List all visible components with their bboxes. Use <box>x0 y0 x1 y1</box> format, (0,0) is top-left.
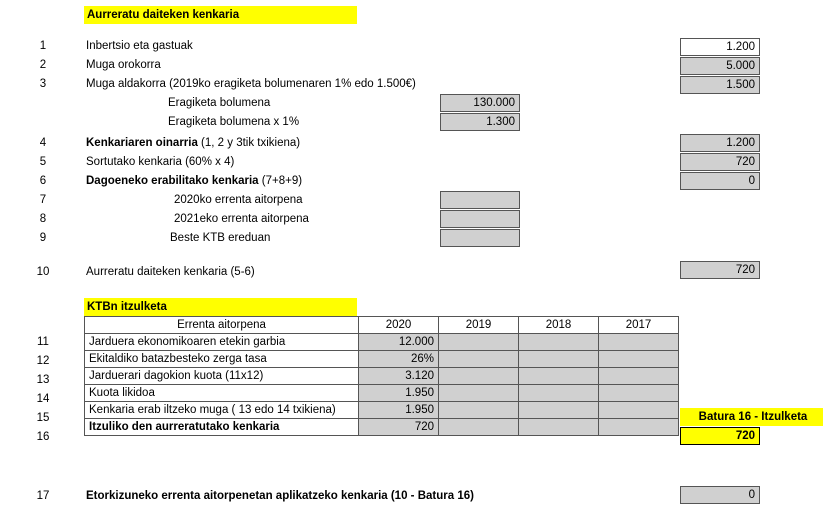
value-cell-7[interactable] <box>440 191 520 209</box>
row-number: 2 <box>39 59 47 71</box>
cell-2018[interactable] <box>519 419 599 436</box>
cell-2020[interactable]: 1.950 <box>359 402 439 419</box>
row-label: 2020ko errenta aitorpena <box>174 194 303 206</box>
value-cell-5[interactable]: 720 <box>680 153 760 171</box>
cell-2020[interactable]: 1.950 <box>359 385 439 402</box>
row-label-6 <box>86 175 302 187</box>
value-cell-3[interactable]: 1.500 <box>680 76 760 94</box>
cell-2017[interactable] <box>599 368 679 385</box>
row-number: 4 <box>39 137 47 149</box>
row-label: Ekitaldiko batazbesteko zerga tasa <box>85 351 359 368</box>
row-number: 13 <box>36 374 50 386</box>
row-label: 2021eko errenta aitorpena <box>174 213 309 225</box>
table-row <box>85 334 679 351</box>
row-number: 12 <box>36 355 50 367</box>
cell-2017[interactable] <box>599 419 679 436</box>
batura-16-value[interactable]: 720 <box>680 427 760 445</box>
header-year: 2020 <box>359 317 439 334</box>
value-cell-10[interactable]: 720 <box>680 261 760 279</box>
row-number: 11 <box>37 336 49 348</box>
row-number: 7 <box>39 194 47 206</box>
cell-2019[interactable] <box>439 334 519 351</box>
row-label-rest: (1, 2 y 3tik txikiena) <box>197 137 301 149</box>
row-number: 1 <box>39 40 47 52</box>
row-label: Beste KTB ereduan <box>170 232 271 244</box>
cell-2017[interactable] <box>599 351 679 368</box>
cell-2020[interactable]: 12.000 <box>359 334 439 351</box>
cell-2020[interactable]: 26% <box>359 351 439 368</box>
value-cell-8[interactable] <box>440 210 520 228</box>
row-label: Kuota likidoa <box>85 385 359 402</box>
value-cell-1[interactable]: 1.200 <box>680 38 760 56</box>
cell-2019[interactable] <box>439 402 519 419</box>
batura-16-label: Batura 16 - Itzulketa <box>680 408 823 426</box>
cell-2017[interactable] <box>599 385 679 402</box>
value-cell-9[interactable] <box>440 229 520 247</box>
cell-2019[interactable] <box>439 419 519 436</box>
table-header-row <box>85 317 679 334</box>
value-cell-6[interactable]: 0 <box>680 172 760 190</box>
row-number: 5 <box>39 156 47 168</box>
row-number: 15 <box>36 412 50 424</box>
row-label: Muga aldakorra (2019ko eragiketa bolumenaren 1% edo 1.500€) <box>86 78 416 90</box>
table-row <box>85 419 679 436</box>
cell-2017[interactable] <box>599 334 679 351</box>
eragiketa-bolumena-cell[interactable]: 130.000 <box>440 94 520 112</box>
cell-2019[interactable] <box>439 385 519 402</box>
cell-2020[interactable]: 720 <box>359 419 439 436</box>
row-label: Muga orokorra <box>86 59 161 71</box>
row-number: 17 <box>36 490 50 502</box>
row-label-4 <box>86 137 300 149</box>
value-cell-17[interactable]: 0 <box>680 486 760 504</box>
row-number: 3 <box>39 78 47 90</box>
cell-2017[interactable] <box>599 402 679 419</box>
row-label: Jarduerari dagokion kuota (11x12) <box>85 368 359 385</box>
header-year: 2017 <box>599 317 679 334</box>
value-cell-4[interactable]: 1.200 <box>680 134 760 152</box>
row-label: Itzuliko den aurreratutako kenkaria <box>85 419 359 436</box>
cell-2019[interactable] <box>439 368 519 385</box>
cell-2019[interactable] <box>439 351 519 368</box>
row-number: 14 <box>36 393 50 405</box>
row-label-rest: (7+8+9) <box>258 175 303 187</box>
row-label: Jarduera ekonomikoaren etekin garbia <box>85 334 359 351</box>
table-row <box>85 368 679 385</box>
cell-2018[interactable] <box>519 334 599 351</box>
row-label-bold: Kenkariaren oinarria <box>86 137 198 149</box>
itzulketa-table <box>84 316 679 436</box>
row-number: 8 <box>39 213 47 225</box>
sub-label-eragiketa-pct: Eragiketa bolumena x 1% <box>168 116 300 128</box>
row-number: 9 <box>39 232 47 244</box>
row-number: 16 <box>36 431 50 443</box>
sub-label-eragiketa: Eragiketa bolumena <box>168 97 271 109</box>
cell-2018[interactable] <box>519 368 599 385</box>
row-number: 10 <box>36 266 50 278</box>
row-label: Kenkaria erab iltzeko muga ( 13 edo 14 txikiena) <box>85 402 359 419</box>
row-label: Aurreratu daiteken kenkaria (5-6) <box>86 266 255 278</box>
row-label-bold: Dagoeneko erabilitako kenkaria <box>86 175 259 187</box>
section-title-aurreratu: Aurreratu daiteken kenkaria <box>84 6 357 24</box>
cell-2018[interactable] <box>519 385 599 402</box>
header-year: 2019 <box>439 317 519 334</box>
cell-2020[interactable]: 3.120 <box>359 368 439 385</box>
row-label-17: Etorkizuneko errenta aitorpenetan aplikatzeko kenkaria (10 - Batura 16) <box>86 490 474 502</box>
header-errenta-aitorpena: Errenta aitorpena <box>85 317 359 334</box>
table-row <box>85 385 679 402</box>
cell-2018[interactable] <box>519 351 599 368</box>
header-year: 2018 <box>519 317 599 334</box>
value-cell-2[interactable]: 5.000 <box>680 57 760 75</box>
row-label: Inbertsio eta gastuak <box>86 40 193 52</box>
eragiketa-pct-cell[interactable]: 1.300 <box>440 113 520 131</box>
row-number: 6 <box>39 175 47 187</box>
section-title-itzulketa: KTBn itzulketa <box>84 298 357 316</box>
cell-2018[interactable] <box>519 402 599 419</box>
row-label: Sortutako kenkaria (60% x 4) <box>86 156 235 168</box>
table-row <box>85 351 679 368</box>
table-row <box>85 402 679 419</box>
